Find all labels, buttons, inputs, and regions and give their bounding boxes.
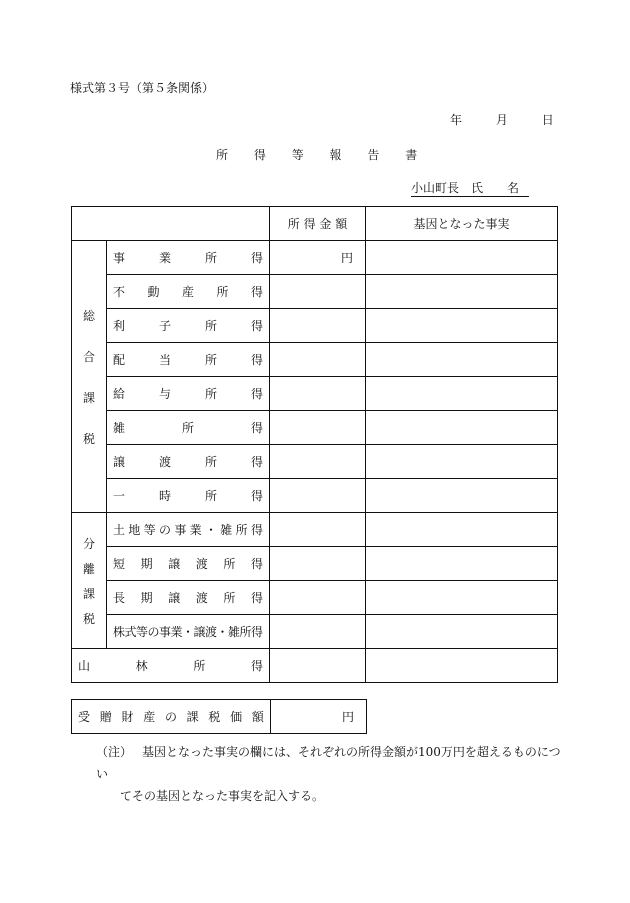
amount-cell[interactable] (270, 581, 366, 615)
gift-label: 受 贈 財 産 の 課 税 価 額 (72, 700, 271, 734)
table-row (72, 700, 367, 734)
basis-cell[interactable] (366, 275, 558, 309)
basis-cell[interactable] (366, 581, 558, 615)
amount-cell[interactable] (270, 445, 366, 479)
title-char: 所 (216, 148, 229, 162)
amount-cell[interactable] (270, 377, 366, 411)
header-basis: 基因となった事実 (366, 207, 558, 241)
table-row (72, 275, 558, 309)
form-number: 様式第３号（第５条関係） (70, 81, 215, 95)
gift-table (71, 699, 367, 734)
amount-cell[interactable] (270, 309, 366, 343)
table-header-row (72, 207, 558, 241)
table-row (72, 309, 558, 343)
title-char: 報 (329, 148, 342, 162)
table-row (72, 649, 558, 683)
date-line (450, 111, 554, 128)
basis-cell[interactable] (366, 649, 558, 683)
document-title (216, 146, 417, 163)
income-table (71, 206, 558, 683)
table-row (72, 547, 558, 581)
title-char: 告 (367, 148, 380, 162)
income-label-fudosan: 不 動 産 所 得 (107, 275, 270, 309)
basis-cell[interactable] (366, 547, 558, 581)
income-label-choki: 長 期 譲 渡 所 得 (107, 581, 270, 615)
income-label-ichiji: 一 時 所 得 (107, 479, 270, 513)
income-label-rishi: 利 子 所 得 (107, 309, 270, 343)
group-label-sogo: 総 合 課 税 (72, 241, 107, 513)
income-label-jigyo: 事 業 所 得 (107, 241, 270, 275)
amount-cell[interactable] (270, 275, 366, 309)
table-row (72, 445, 558, 479)
basis-cell[interactable] (366, 411, 558, 445)
date-day: 日 (541, 113, 554, 127)
basis-cell[interactable] (366, 445, 558, 479)
note (96, 741, 566, 807)
amount-cell[interactable] (270, 411, 366, 445)
header-blank (72, 207, 270, 241)
amount-cell[interactable] (270, 343, 366, 377)
group-label-bunri: 分 離 課 税 (72, 513, 107, 649)
table-row (72, 411, 558, 445)
note-prefix: （注） (96, 745, 133, 759)
income-label-tanki: 短 期 譲 渡 所 得 (107, 547, 270, 581)
note-line1: 基因となった事実の欄には、それぞれの所得金額が100万円を超えるものについ (96, 745, 561, 781)
basis-cell[interactable] (366, 309, 558, 343)
table-row (72, 241, 558, 275)
title-char: 等 (291, 148, 304, 162)
amount-cell[interactable] (270, 615, 366, 649)
table-row (72, 513, 558, 547)
income-label-kyuyo: 給 与 所 得 (107, 377, 270, 411)
table-row (72, 615, 558, 649)
basis-cell[interactable] (366, 615, 558, 649)
table-row (72, 581, 558, 615)
basis-cell[interactable] (366, 241, 558, 275)
basis-cell[interactable] (366, 479, 558, 513)
income-label-zatsu: 雑 所 得 (107, 411, 270, 445)
gift-amount-cell[interactable]: 円 (271, 700, 367, 734)
amount-cell[interactable]: 円 (270, 241, 366, 275)
amount-cell[interactable] (270, 649, 366, 683)
basis-cell[interactable] (366, 343, 558, 377)
amount-cell[interactable] (270, 479, 366, 513)
income-label-sanrin: 山 林 所 得 (72, 649, 270, 683)
basis-cell[interactable] (366, 513, 558, 547)
income-label-tochi: 土 地 等 の 事 業 ・ 雑 所 得 (107, 513, 270, 547)
basis-cell[interactable] (366, 377, 558, 411)
income-label-joto: 譲 渡 所 得 (107, 445, 270, 479)
amount-cell[interactable] (270, 513, 366, 547)
income-label-haito: 配 当 所 得 (107, 343, 270, 377)
header-amount: 所 得 金 額 (270, 207, 366, 241)
date-month: 月 (495, 113, 508, 127)
amount-cell[interactable] (270, 547, 366, 581)
table-row (72, 479, 558, 513)
date-year: 年 (450, 113, 463, 127)
addressee-line: 小山町長 氏 名 (411, 179, 529, 197)
table-row (72, 343, 558, 377)
title-char: 書 (405, 148, 418, 162)
income-label-kabushiki: 株式等の事業・譲渡・雑所得 (107, 615, 270, 649)
note-line2: てその基因となった事実を記入する。 (120, 789, 325, 803)
title-char: 得 (253, 148, 266, 162)
table-row (72, 377, 558, 411)
